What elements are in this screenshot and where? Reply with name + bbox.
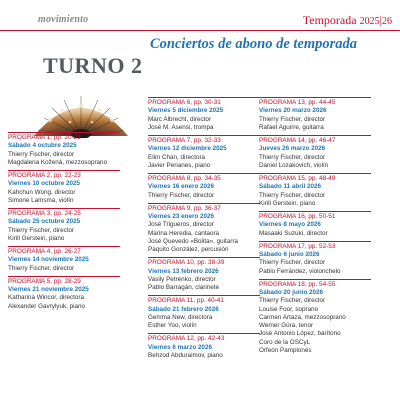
brand-label: movimiento bbox=[38, 14, 89, 25]
program-header bbox=[148, 173, 260, 183]
program-entry bbox=[259, 173, 371, 208]
program-entry bbox=[148, 173, 260, 200]
program-pages: , pp. 26-27 bbox=[50, 248, 81, 256]
performer: Kirill Gerstein, piano bbox=[8, 234, 65, 242]
program-header bbox=[8, 246, 120, 256]
program-date: Viernes 21 noviembre 2025 bbox=[8, 286, 89, 294]
program-header bbox=[148, 333, 260, 343]
program-entry bbox=[259, 97, 371, 132]
performer: Rafael Aguirre, guitarra bbox=[259, 123, 324, 131]
performer: Thierry Fischer, director bbox=[8, 226, 75, 234]
season-year-separator: | bbox=[379, 13, 382, 27]
program-entry bbox=[148, 333, 260, 360]
program-entry bbox=[259, 211, 371, 238]
performer: Daniel Lozakovich, violín bbox=[259, 161, 329, 169]
program-date: Sábado 4 octubre 2025 bbox=[8, 142, 77, 150]
program-entry bbox=[8, 276, 120, 311]
program-date: Viernes 16 enero 2026 bbox=[148, 183, 215, 191]
program-column-3 bbox=[259, 97, 371, 358]
program-entry bbox=[148, 97, 260, 132]
performer: Werner Güra, tenor bbox=[259, 322, 314, 330]
program-pages: , pp. 54-55 bbox=[304, 280, 336, 288]
performer: Alexander Gavrylyuk, piano bbox=[8, 302, 86, 310]
performer: Magdalena Kožená, mezzosoprano bbox=[8, 158, 108, 166]
program-header bbox=[259, 241, 371, 251]
program-number: PROGRAMA 2 bbox=[8, 172, 51, 180]
program-date: Viernes 12 diciembre 2025 bbox=[148, 145, 227, 153]
program-header bbox=[148, 203, 260, 213]
program-entry bbox=[8, 246, 120, 273]
program-pages: , pp. 40-41 bbox=[193, 297, 224, 305]
program-pages: , pp. 20-21 bbox=[50, 134, 81, 141]
performer: Carmen Artaza, mezzosoprano bbox=[259, 313, 346, 321]
program-date: Viernes 8 mayo 2026 bbox=[259, 221, 321, 229]
program-date: Sábado 11 abril 2026 bbox=[259, 183, 321, 191]
performer: Pablo Barragán, clarinete bbox=[148, 284, 220, 292]
season-text: Temporada bbox=[302, 13, 357, 27]
performer: José M. Asensi, trompa bbox=[148, 123, 214, 131]
program-pages: , pp. 34-35 bbox=[190, 175, 221, 183]
performer: Orfeón Pamplonés bbox=[259, 346, 312, 354]
program-number: PROGRAMA 11 bbox=[148, 297, 194, 305]
program-pages: , pp. 38-39 bbox=[193, 259, 225, 267]
program-date: Viernes 13 febrero 2026 bbox=[148, 267, 219, 275]
performer: Kirill Gerstein, piano bbox=[259, 199, 316, 207]
program-number: PROGRAMA 12 bbox=[148, 335, 194, 343]
program-header bbox=[148, 257, 260, 267]
program-number: PROGRAMA 16 bbox=[259, 213, 305, 221]
performer: Simone Lamsma, violín bbox=[8, 196, 74, 204]
program-pages: , pp. 32-33 bbox=[190, 137, 221, 145]
performer: Thierry Fischer, director bbox=[8, 264, 75, 272]
program-date: Viernes 6 marzo 2026 bbox=[148, 343, 212, 351]
program-number: PROGRAMA 17 bbox=[259, 242, 305, 250]
program-pages: , pp. 36-37 bbox=[190, 204, 221, 212]
program-header bbox=[8, 276, 120, 286]
page-subtitle: Conciertos de abono de temporada bbox=[150, 36, 358, 52]
performer: José Trigueros, director bbox=[148, 221, 214, 229]
program-header bbox=[8, 170, 120, 180]
program-pages: , pp. 30-31 bbox=[190, 99, 221, 106]
decorative-fan-illustration bbox=[30, 90, 132, 138]
program-column-1 bbox=[8, 132, 120, 314]
program-entry bbox=[8, 208, 120, 243]
performer: Esther Yoo, violín bbox=[148, 322, 197, 330]
performer: Thierry Fischer, director bbox=[259, 191, 326, 199]
program-header bbox=[259, 97, 371, 107]
performer: Javier Perianes, piano bbox=[148, 161, 211, 169]
program-date: Sábado 6 junio 2026 bbox=[259, 251, 320, 259]
program-header bbox=[148, 135, 260, 145]
program-entry bbox=[148, 203, 260, 254]
program-pages: , pp. 24-25 bbox=[50, 210, 81, 218]
program-header bbox=[259, 279, 371, 289]
program-number: PROGRAMA 14 bbox=[259, 137, 305, 145]
performer: Thierry Fischer, director bbox=[259, 259, 326, 267]
program-date: Sábado 20 junio 2026 bbox=[259, 289, 324, 297]
program-pages: , pp. 48-49 bbox=[304, 175, 336, 183]
performer: Louise Foor, soprano bbox=[259, 305, 319, 313]
program-header bbox=[148, 295, 260, 305]
program-date: Viernes 14 noviembre 2025 bbox=[8, 256, 89, 264]
program-number: PROGRAMA 5 bbox=[8, 277, 51, 285]
program-entry bbox=[259, 241, 371, 276]
program-number: PROGRAMA 1 bbox=[8, 134, 51, 141]
program-entry bbox=[8, 170, 120, 205]
program-entry bbox=[259, 135, 371, 170]
performer: Marc Albrecht, director bbox=[148, 115, 211, 123]
program-pages: , pp. 22-23 bbox=[50, 172, 81, 180]
program-date: Viernes 10 octubre 2025 bbox=[8, 180, 80, 188]
season-label bbox=[303, 13, 392, 28]
program-pages: , pp. 44-45 bbox=[304, 99, 336, 106]
performer: Pablo Ferrández, violonchelo bbox=[259, 267, 341, 275]
performer: Masaaki Suzuki, director bbox=[259, 229, 328, 237]
program-pages: , pp. 28-29 bbox=[50, 277, 81, 285]
program-header bbox=[8, 132, 120, 142]
program-date: Viernes 5 diciembre 2025 bbox=[148, 107, 224, 115]
performer: José Antonio López, barítono bbox=[259, 330, 341, 338]
program-entry bbox=[148, 295, 260, 330]
program-header bbox=[259, 173, 371, 183]
program-column-2 bbox=[148, 97, 260, 363]
program-number: PROGRAMA 15 bbox=[259, 175, 305, 183]
performer: Vasily Petrenko, director bbox=[148, 275, 216, 283]
program-date: Viernes 23 enero 2026 bbox=[148, 213, 215, 221]
program-pages: , pp. 46-47 bbox=[304, 137, 336, 145]
program-entry bbox=[148, 135, 260, 170]
performer: Kahchun Wong, director bbox=[8, 188, 76, 196]
performer: Thierry Fischer, director bbox=[259, 297, 326, 305]
program-entry bbox=[8, 132, 120, 167]
page-title: TURNO 2 bbox=[43, 53, 143, 78]
program-date: Sábado 25 octubre 2025 bbox=[8, 218, 81, 226]
program-date: Sábado 21 febrero 2026 bbox=[148, 305, 219, 313]
performer: Coro de la OSCyL bbox=[259, 338, 311, 346]
performer: Thierry Fischer, director bbox=[259, 153, 326, 161]
program-entry bbox=[148, 257, 260, 292]
program-number: PROGRAMA 6 bbox=[148, 99, 191, 106]
program-header bbox=[259, 135, 371, 145]
season-year-a: 2025 bbox=[359, 16, 380, 27]
program-number: PROGRAMA 18 bbox=[259, 280, 305, 288]
performer: Thierry Fischer, director bbox=[8, 150, 75, 158]
program-date: Jueves 26 marzo 2026 bbox=[259, 145, 326, 153]
program-number: PROGRAMA 4 bbox=[8, 248, 51, 256]
performer: Elim Chan, directora bbox=[148, 153, 206, 161]
performer: José Quevedo «Bolita», guitarra bbox=[148, 237, 238, 245]
performer: Katharina Wincor, directora bbox=[8, 294, 84, 302]
program-number: PROGRAMA 10 bbox=[148, 259, 194, 267]
program-pages: , pp. 52-53 bbox=[304, 242, 336, 250]
program-number: PROGRAMA 9 bbox=[148, 204, 191, 212]
program-entry bbox=[259, 279, 371, 355]
program-number: PROGRAMA 13 bbox=[259, 99, 305, 106]
program-header bbox=[259, 211, 371, 221]
program-number: PROGRAMA 8 bbox=[148, 175, 191, 183]
program-pages: , pp. 50-51 bbox=[304, 213, 336, 221]
program-header bbox=[148, 97, 260, 107]
performer: Paquito González, percusión bbox=[148, 246, 229, 254]
performer: Gemma New, directora bbox=[148, 313, 213, 321]
performer: Marina Heredia, cantaora bbox=[148, 229, 220, 237]
program-pages: , pp. 42-43 bbox=[193, 335, 225, 343]
program-number: PROGRAMA 7 bbox=[148, 137, 191, 145]
performer: Thierry Fischer, director bbox=[259, 115, 326, 123]
header-divider bbox=[0, 30, 400, 31]
season-year-b: 26 bbox=[382, 16, 392, 27]
performer: Thierry Fischer, director bbox=[148, 191, 215, 199]
program-number: PROGRAMA 3 bbox=[8, 210, 51, 218]
performer: Behzod Abduraimov, piano bbox=[148, 351, 223, 359]
program-date: Viernes 20 marzo 2026 bbox=[259, 107, 327, 115]
program-header bbox=[8, 208, 120, 218]
